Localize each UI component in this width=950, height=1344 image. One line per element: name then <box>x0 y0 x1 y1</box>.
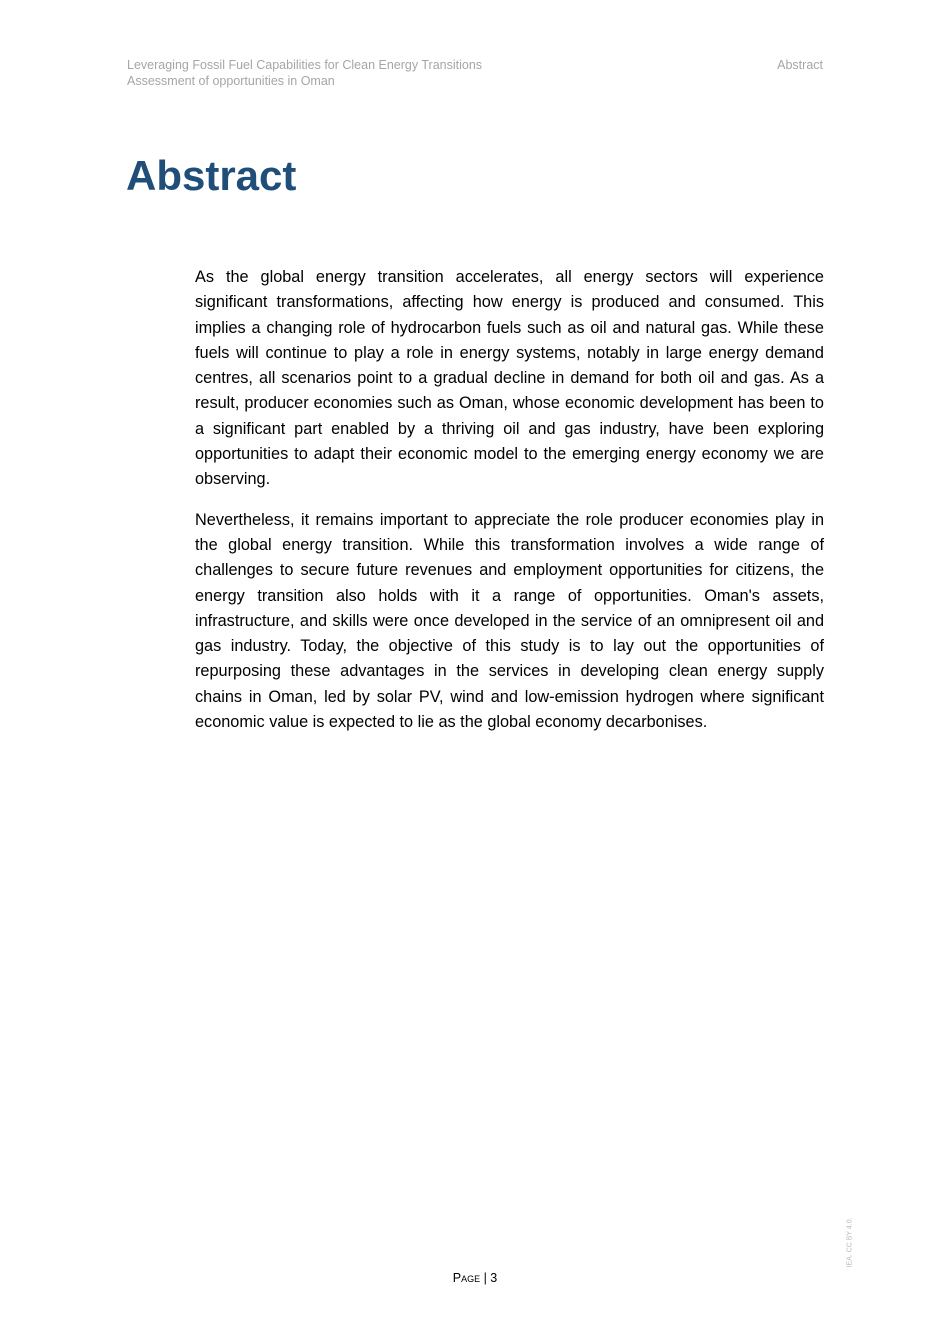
running-header <box>127 57 482 89</box>
header-report-title: Leveraging Fossil Fuel Capabilities for Clean Energy Transitions <box>127 58 483 72</box>
page-separator: | <box>483 1271 487 1285</box>
page-number: 3 <box>490 1271 498 1285</box>
header-report-subtitle: Assessment of opportunities in Oman <box>127 74 335 88</box>
license-note: IEA. CC BY 4.0. <box>846 1217 854 1268</box>
paragraph-1: As the global energy transition accelerates, all energy sectors will experience significant transformations, affecting how energy is produced and consumed. This implies a changing role of hydrocarbon fuels such as oil and natural gas. While these fuels will continue to play a role in energy systems, notably in large energy demand centres, all scenarios point to a gradual decline in demand for both oil and gas. As a result, producer economies such as Oman, whose economic development has been to a significant part enabled by a thriving oil and gas industry, have been exploring opportunities to adapt their economic model to the emerging energy economy we are observing. <box>195 268 824 489</box>
header-section-name: Abstract <box>777 58 823 72</box>
paragraph-2: Nevertheless, it remains important to appreciate the role producer economies play in the global energy transition. While this transformation involves a wide range of challenges to secure future revenues and employment opportunities for citizens, the energy transition also holds with it a range of opportunities. Oman's assets, infrastructure, and skills were once developed in the service of an omnipresent oil and gas industry. Today, the objective of this study is to lay out the opportunities of repurposing these advantages in the services in developing clean energy supply chains in Oman, led by solar PV, wind and low-emission hydrogen where significant economic value is expected to lie as the global economy decarbonises. <box>195 510 824 732</box>
page-footer <box>0 1270 950 1286</box>
page-label: Page <box>452 1271 481 1285</box>
page-title: Abstract <box>126 152 297 199</box>
abstract-body <box>195 265 824 750</box>
